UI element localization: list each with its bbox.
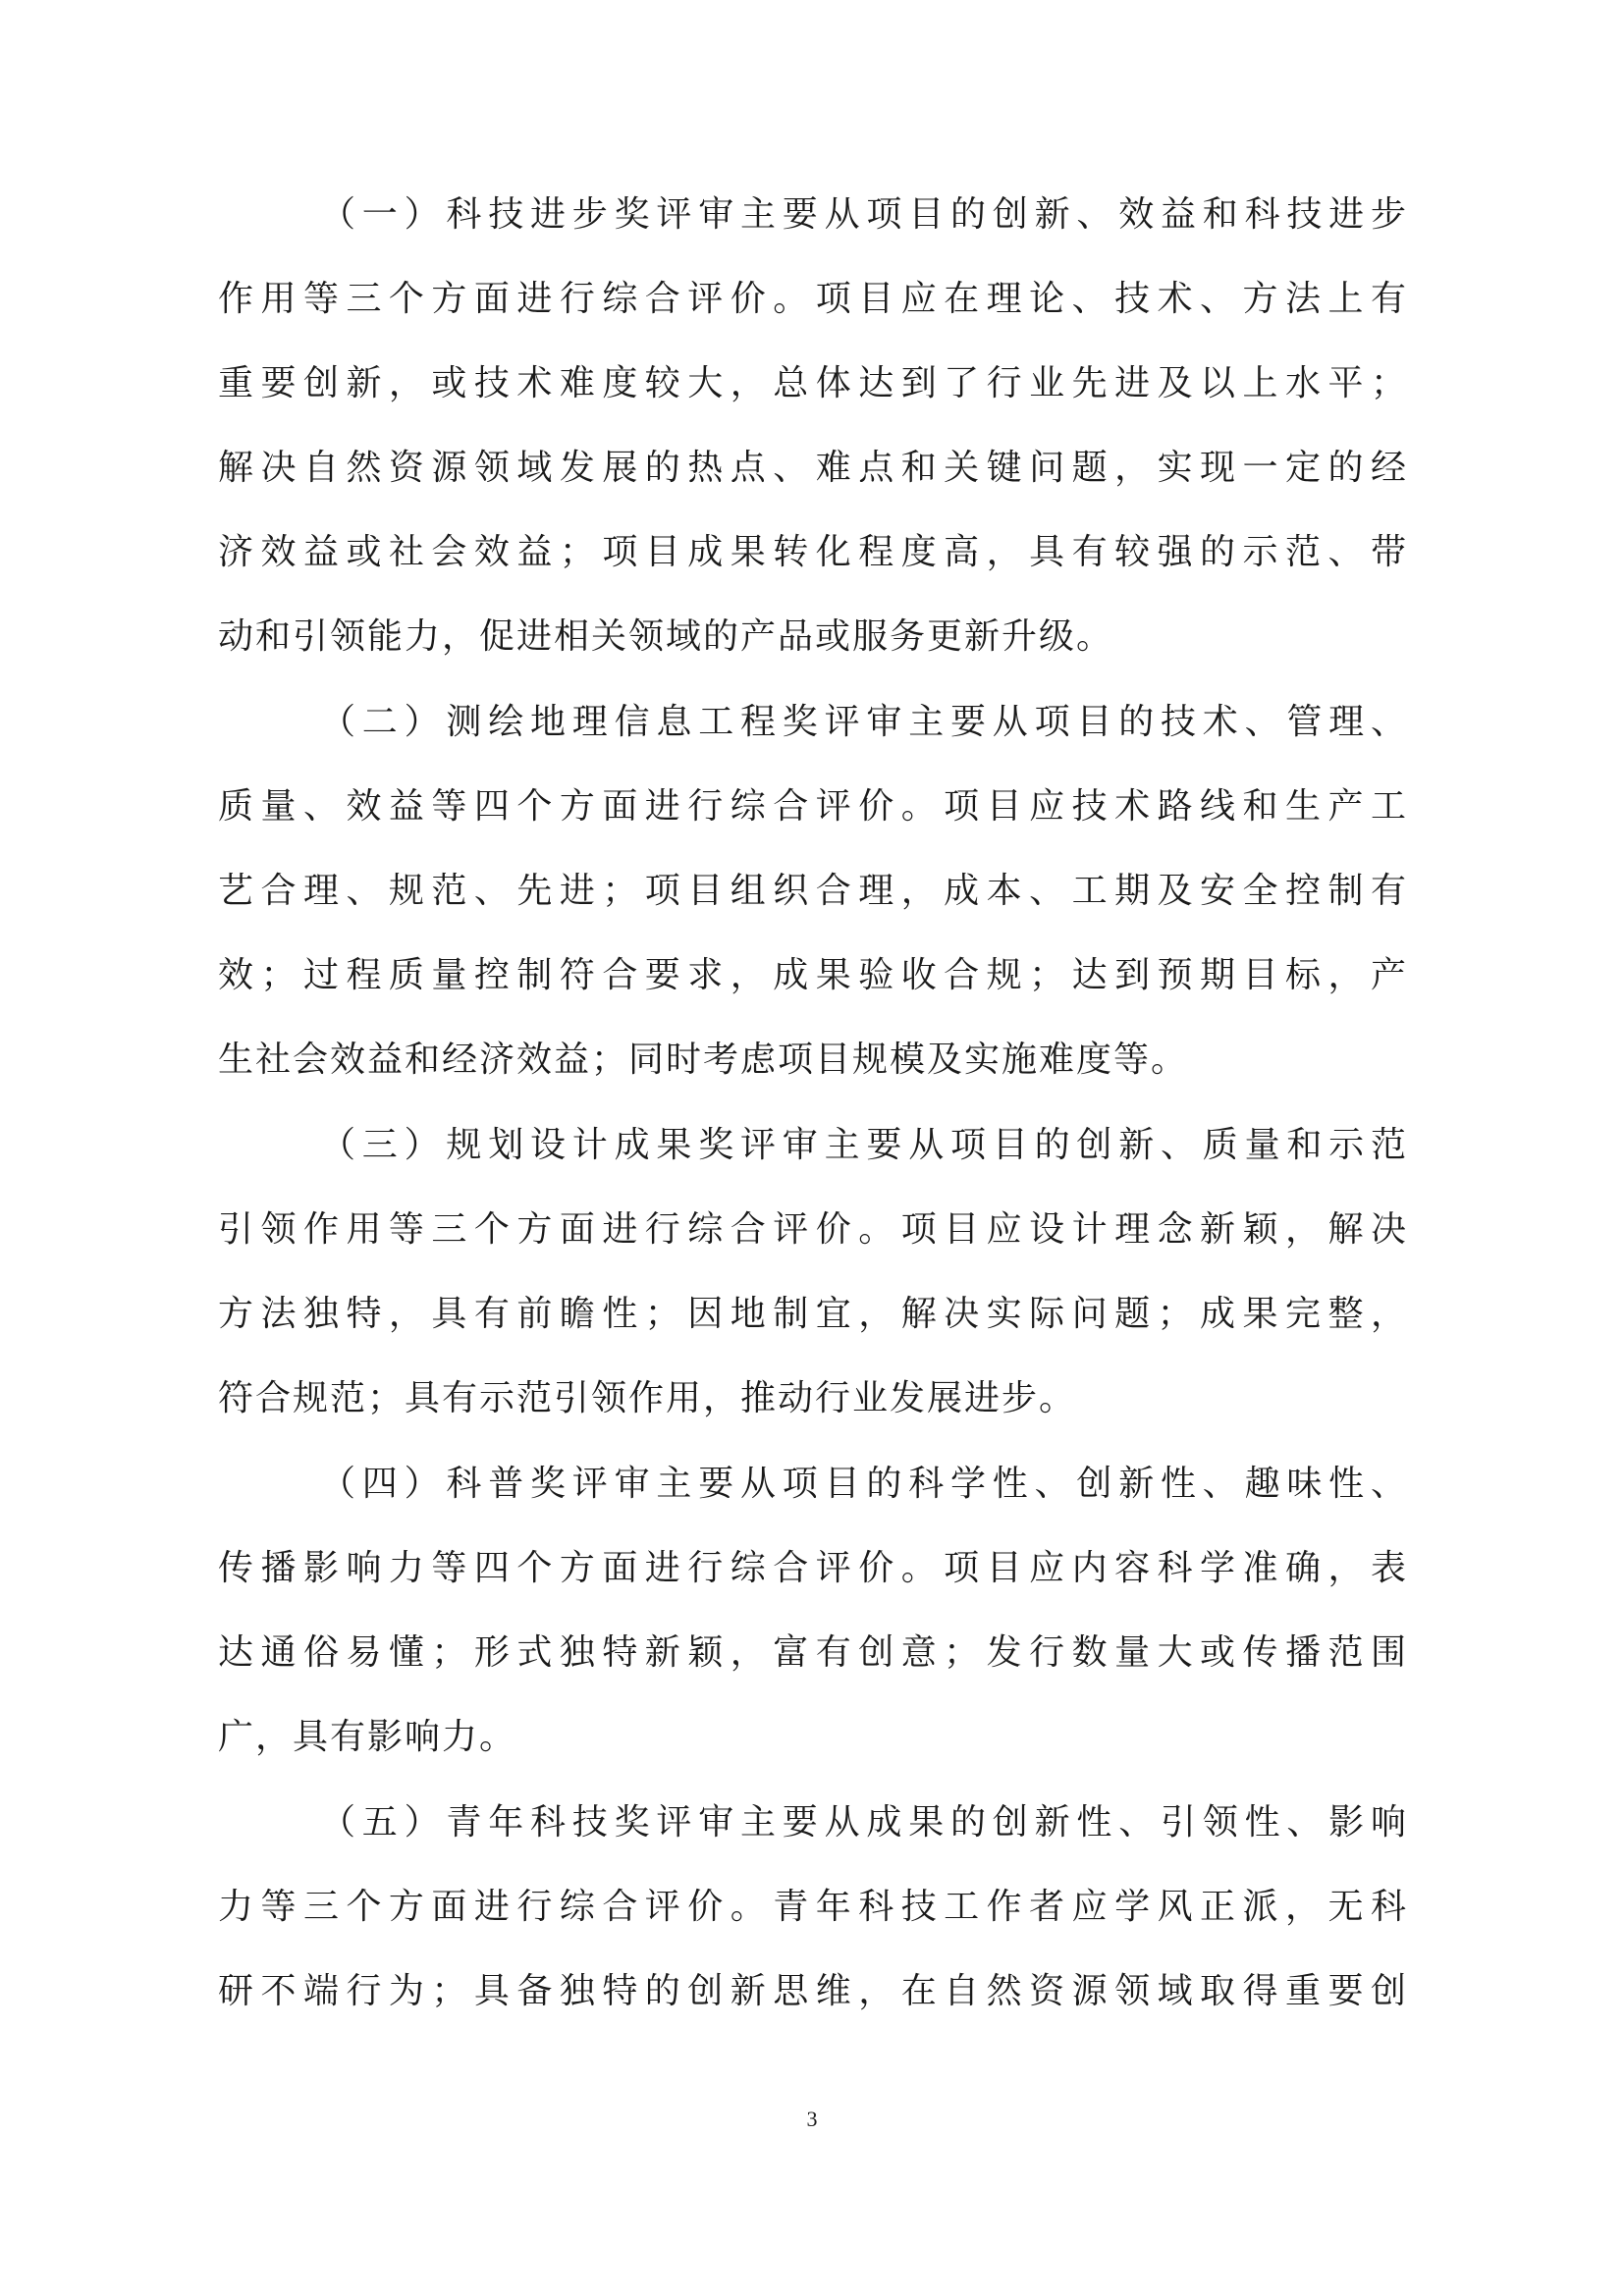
paragraph-line: 达通俗易懂；形式独特新颖，富有创意；发行数量大或传播范围 [218, 1632, 1408, 1673]
paragraph-5 [218, 1781, 1408, 2034]
paragraph-line: 方法独特，具有前瞻性；因地制宜，解决实际问题；成果完整， [218, 1294, 1408, 1334]
paragraph-line: 解决自然资源领域发展的热点、难点和关键问题，实现一定的经 [218, 448, 1408, 488]
paragraph-2 [218, 680, 1408, 1102]
paragraph-1 [218, 173, 1408, 679]
paragraph-line: 力等三个方面进行综合评价。青年科技工作者应学风正派，无科 [218, 1887, 1408, 1927]
paragraph-line: （五）青年科技奖评审主要从成果的创新性、引领性、影响 [320, 1802, 1408, 1842]
paragraph-line: （二）测绘地理信息工程奖评审主要从项目的技术、管理、 [320, 702, 1408, 742]
paragraph-line: （三）规划设计成果奖评审主要从项目的创新、质量和示范 [320, 1125, 1408, 1165]
paragraph-line: 作用等三个方面进行综合评价。项目应在理论、技术、方法上有 [218, 279, 1408, 319]
paragraph-line: 效；过程质量控制符合要求，成果验收合规；达到预期目标，产 [218, 955, 1408, 995]
paragraph-4 [218, 1442, 1408, 1780]
paragraph-line: 艺合理、规范、先进；项目组织合理，成本、工期及安全控制有 [218, 871, 1408, 911]
paragraph-line: 动和引领能力，促进相关领域的产品或服务更新升级。 [218, 616, 1114, 657]
paragraph-line: 济效益或社会效益；项目成果转化程度高，具有较强的示范、带 [218, 532, 1408, 572]
paragraph-line: 传播影响力等四个方面进行综合评价。项目应内容科学准确，表 [218, 1548, 1408, 1588]
paragraph-line: 研不端行为；具备独特的创新思维，在自然资源领域取得重要创 [218, 1971, 1408, 2011]
paragraph-line: 符合规范；具有示范引领作用，推动行业发展进步。 [218, 1378, 1077, 1418]
paragraph-line: 引领作用等三个方面进行综合评价。项目应设计理念新颖，解决 [218, 1209, 1408, 1250]
paragraph-line: （一）科技进步奖评审主要从项目的创新、效益和科技进步 [320, 194, 1408, 235]
page-number: 3 [806, 2107, 818, 2131]
paragraph-line: 生社会效益和经济效益；同时考虑项目规模及实施难度等。 [218, 1040, 1189, 1080]
paragraph-line: 重要创新，或技术难度较大，总体达到了行业先进及以上水平； [218, 363, 1408, 403]
paragraph-line: （四）科普奖评审主要从项目的科学性、创新性、趣味性、 [320, 1464, 1408, 1504]
paragraph-3 [218, 1103, 1408, 1441]
paragraph-line: 质量、效益等四个方面进行综合评价。项目应技术路线和生产工 [218, 786, 1408, 827]
paragraph-line: 广，具有影响力。 [218, 1717, 517, 1757]
